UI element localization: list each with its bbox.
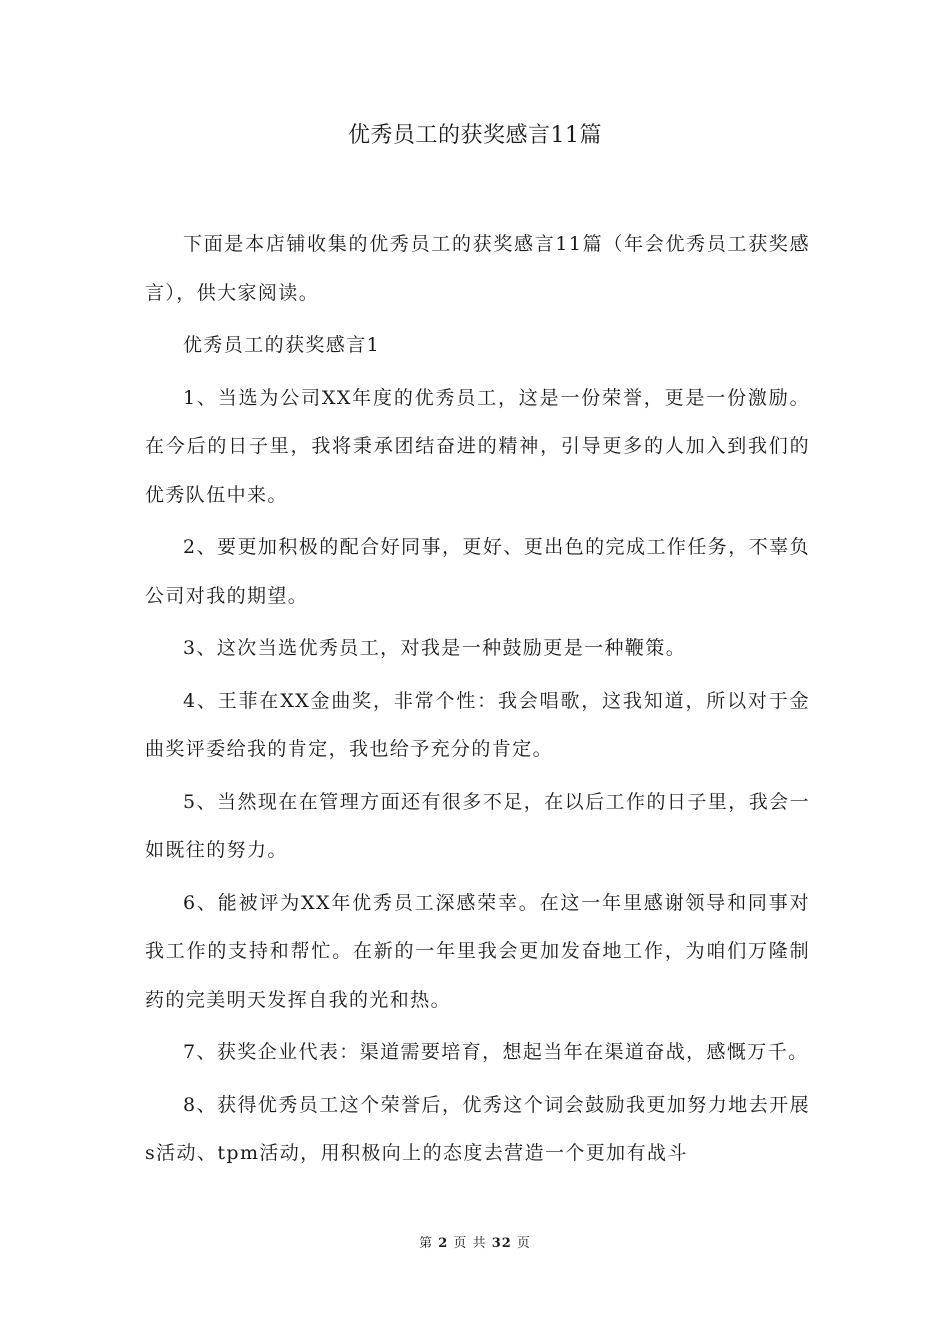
total-pages-number: 32 <box>491 1236 512 1251</box>
body-paragraph: 5、当然现在在管理方面还有很多不足，在以后工作的日子里，我会一如既往的努力。 <box>145 790 810 861</box>
body-paragraph: 4、王菲在XX金曲奖，非常个性：我会唱歌，这我知道，所以对于金曲奖评委给我的肯定，我也给予充分的肯定。 <box>145 689 810 760</box>
body-paragraph: 2、要更加积极的配合好同事，更好、更出色的完成工作任务，不辜负公司对我的期望。 <box>145 536 810 607</box>
document-body <box>145 220 810 1182</box>
body-paragraph: 1、当选为公司XX年度的优秀员工，这是一份荣誉，更是一份激励。在今后的日子里，我将秉承团结奋进的精神，引导更多的人加入到我们的优秀队伍中来。 <box>145 386 810 506</box>
intro-paragraph: 下面是本店铺收集的优秀员工的获奖感言11篇（年会优秀员工获奖感言），供大家阅读。 <box>145 233 810 304</box>
body-paragraph: 8、获得优秀员工这个荣誉后，优秀这个词会鼓励我更加努力地去开展s活动、tpm活动，用积极向上的态度去营造一个更加有战斗 <box>145 1093 810 1164</box>
page-footer <box>0 1232 950 1251</box>
footer-suffix: 页 <box>516 1236 531 1251</box>
footer-prefix: 第 <box>419 1236 434 1251</box>
section-heading: 优秀员工的获奖感言1 <box>183 334 381 356</box>
footer-middle: 页 共 <box>453 1236 487 1251</box>
document-title: 优秀员工的获奖感言11篇 <box>348 123 602 148</box>
body-paragraph: 3、这次当选优秀员工，对我是一种鼓励更是一种鞭策。 <box>183 637 687 659</box>
body-paragraph: 6、能被评为XX年优秀员工深感荣幸。在这一年里感谢领导和同事对我工作的支持和帮忙。在新的一年里我会更加发奋地工作，为咱们万隆制药的完美明天发挥自我的光和热。 <box>145 891 810 1011</box>
current-page-number: 2 <box>438 1236 449 1251</box>
body-paragraph: 7、获奖企业代表：渠道需要培育，想起当年在渠道奋战，感慨万千。 <box>183 1041 809 1063</box>
